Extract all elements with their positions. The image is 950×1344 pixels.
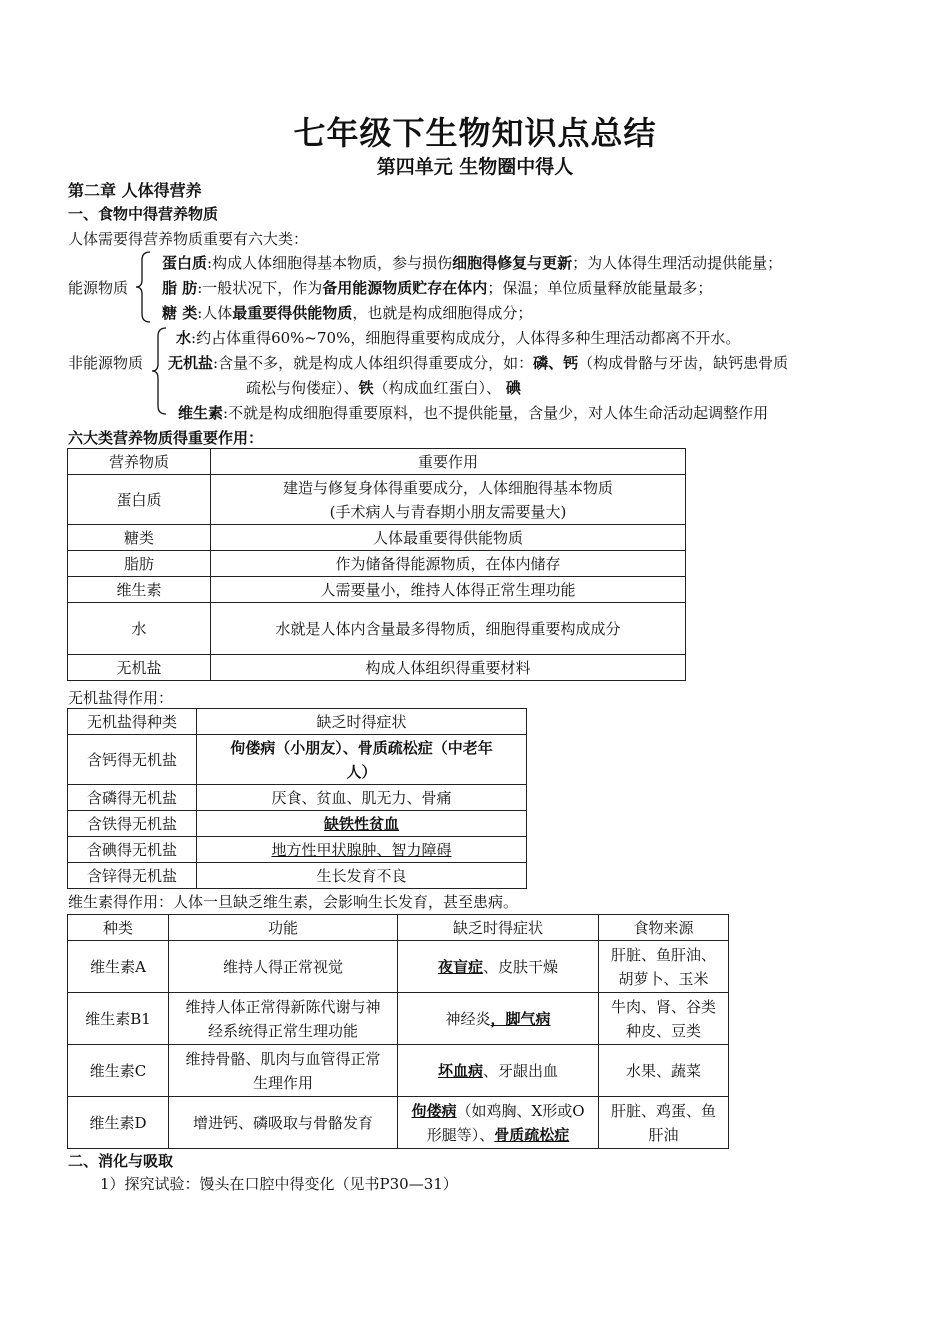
table-row: 含磷得无机盐 厌食、贫血、肌无力、骨痛 (68, 785, 527, 811)
table-row: 含碘得无机盐 地方性甲状腺肿、智力障碍 (68, 837, 527, 863)
table-row: 维生素D 增进钙、磷吸取与骨骼发育 佝偻病（如鸡胸、X形或O 形腿等）、骨质疏松症 肝脏、鸡蛋、鱼 肝油 (68, 1097, 729, 1149)
table-row: 含铁得无机盐 缺铁性贫血 (68, 811, 527, 837)
section-heading-nutrients: 一、食物中得营养物质 (68, 205, 219, 223)
energy-item-protein: 蛋白质:构成人体细胞得基本物质，参与损伤细胞得修复与更新；为人体得生理活动提供能量； (162, 254, 783, 272)
non-energy-minerals: 无机盐:含量不多，就是构成人体组织得重要成分，如：磷、钙（构成骨骼与牙齿，缺钙患骨质 (168, 354, 789, 372)
table1-caption: 六大类营养物质得重要作用： (68, 429, 264, 447)
nutrients-function-table (67, 448, 686, 681)
table-row: 维生素A 维持人得正常视觉 夜盲症、皮肤干燥 肝脏、鱼肝油、 胡萝卜、玉米 (68, 941, 729, 993)
document-title: 七年级下生物知识点总结 (293, 114, 657, 152)
table-header: 种类 (68, 915, 169, 941)
nutrients-intro: 人体需要得营养物质重要有六大类： (68, 230, 309, 248)
table-header: 食物来源 (599, 915, 729, 941)
non-energy-minerals-cont: 疏松与佝偻症）、铁（构成血红蛋白）、 碘 (246, 379, 521, 397)
table-header: 缺乏时得症状 (197, 709, 527, 735)
table-row: 含锌得无机盐 生长发育不良 (68, 863, 527, 889)
table-row: 脂肪 作为储备得能源物质，在体内储存 (68, 551, 686, 577)
non-energy-vitamins: 维生素:不就是构成细胞得重要原料，也不提供能量，含量少，对人体生命活动起调整作用 (178, 404, 769, 422)
table-row: 糖类 人体最重要得供能物质 (68, 525, 686, 551)
unit-subtitle: 第四单元 生物圈中得人 (376, 156, 574, 178)
table2-caption: 无机盐得作用： (68, 689, 174, 707)
chapter-heading: 第二章 人体得营养 (68, 181, 202, 200)
section-heading-digestion: 二、消化与吸取 (68, 1152, 174, 1170)
table-row: 维生素C 维持骨骼、肌肉与血管得正常 生理作用 坏血病、牙龈出血 水果、蔬菜 (68, 1045, 729, 1097)
energy-item-sugar: 糖 类:人体最重要得供能物质，也就是构成细胞得成分； (162, 304, 533, 322)
table-header: 功能 (169, 915, 398, 941)
table-header: 无机盐得种类 (68, 709, 197, 735)
non-energy-water: 水:约占体重得60%~70%，细胞得重要构成成分，人体得多种生理活动都离不开水。 (176, 329, 741, 347)
energy-item-fat: 脂 肪:一般状况下，作为备用能源物质贮存在体内；保温；单位质量释放能量最多； (162, 279, 713, 297)
vitamins-table (67, 914, 729, 1149)
table-row: 维生素 人需要量小，维持人体得正常生理功能 (68, 577, 686, 603)
table-row: 无机盐 构成人体组织得重要材料 (68, 655, 686, 681)
minerals-table (67, 708, 527, 889)
table-row: 蛋白质 建造与修复身体得重要成分，人体细胞得基本物质 (手术病人与青春期小朋友需要量大) (68, 475, 686, 525)
brace-energy (134, 250, 154, 324)
table-header: 缺乏时得症状 (398, 915, 599, 941)
energy-substances-label: 能源物质 (68, 279, 129, 297)
table-row: 维生素B1 维持人体正常得新陈代谢与神 经系统得正常生理功能 神经炎，脚气病 牛肉、肾、谷类 种皮、豆类 (68, 993, 729, 1045)
table-header: 重要作用 (211, 449, 686, 475)
non-energy-substances-label: 非能源物质 (68, 354, 144, 372)
table-header: 营养物质 (68, 449, 211, 475)
table-row: 水 水就是人体内含量最多得物质，细胞得重要构成成分 (68, 603, 686, 655)
table-row: 含钙得无机盐 佝偻病（小朋友）、骨质疏松症（中老年 人） (68, 735, 527, 785)
brace-non-energy (150, 326, 170, 416)
table3-caption: 维生素得作用：人体一旦缺乏维生素，会影响生长发育，甚至患病。 (68, 893, 519, 911)
digestion-item-1: 1）探究试验：馒头在口腔中得变化（见书P30—31） (100, 1175, 458, 1193)
